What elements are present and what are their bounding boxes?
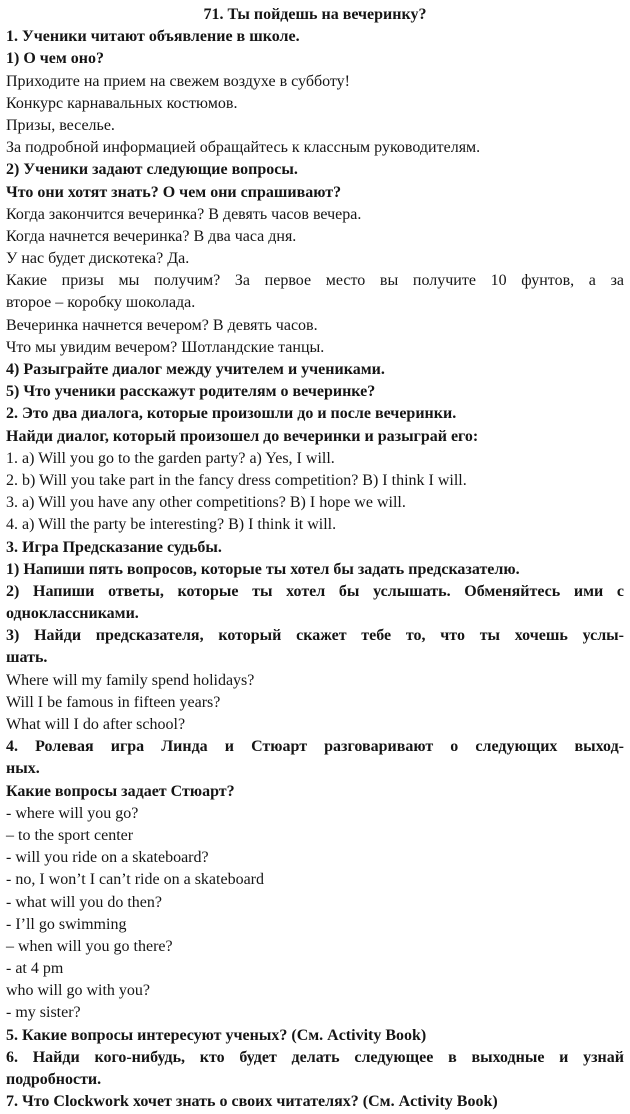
text-line: 4) Разыграйте диалог между учителем и учениками.: [6, 361, 385, 378]
text-line: 2. Это два диалога, которые произошли до и после вечеринки.: [6, 405, 457, 423]
text-line: 1) О чем оно?: [6, 50, 105, 68]
text-line: 6. Найди кого-нибудь, кто будет делать следующее в выходные и узнай: [6, 1048, 624, 1066]
document-page: [6, 4, 624, 1113]
document-title: 71. Ты пойдешь на вечеринку?: [203, 6, 427, 23]
text-line: - my sister?: [6, 1004, 81, 1022]
text-line: - at 4 pm: [6, 960, 64, 978]
text-line: 3. a) Will you have any other competitions? B) I hope we will.: [6, 494, 406, 512]
text-line: 5. Какие вопросы интересуют ученых? (См. Activity Book): [6, 1026, 427, 1044]
text-line: одноклассниками.: [6, 605, 139, 623]
text-line: шать.: [6, 649, 48, 667]
text-line: ных.: [6, 760, 40, 778]
text-line: 4. a) Will the party be interesting? B) I think it will.: [6, 516, 337, 534]
text-line: 2) Напиши ответы, которые ты хотел бы услышать. Обменяйтесь ими с: [6, 582, 624, 600]
text-line: - what will you do then?: [6, 893, 162, 911]
text-line: - where will you go?: [6, 804, 139, 822]
text-line: 1. a) Will you go to the garden party? a) Yes, I will.: [6, 449, 335, 467]
text-line: Призы, веселье.: [6, 116, 115, 134]
text-line: Когда начнется вечеринка? В два часа дня.: [6, 227, 297, 245]
text-line: Приходите на прием на свежем воздухе в субботу!: [6, 72, 350, 90]
text-line: - I’ll go swimming: [6, 915, 127, 933]
text-line: Какие вопросы задает Стюарт?: [6, 782, 235, 800]
text-line: – when will you go there?: [6, 937, 173, 955]
text-line: Что они хотят знать? О чем они спрашивают?: [6, 183, 342, 201]
text-line: 2) Ученики задают следующие вопросы.: [6, 161, 298, 179]
text-line: - will you ride on a skateboard?: [6, 849, 209, 867]
text-line: Найди диалог, который произошел до вечеринки и разыграй его:: [6, 427, 479, 445]
text-line: 4. Ролевая игра Линда и Стюарт разговаривают о следующих выход-: [6, 738, 624, 756]
text-line: Конкурс карнавальных костюмов.: [6, 94, 238, 112]
text-line: Will I be famous in fifteen years?: [6, 693, 221, 711]
text-line: 3. Игра Предсказание судьбы.: [6, 538, 222, 556]
text-line: who will go with you?: [6, 982, 150, 1000]
text-line: Что мы увидим вечером? Шотландские танцы.: [6, 338, 325, 356]
text-line: Когда закончится вечеринка? В девять часов вечера.: [6, 205, 362, 223]
text-line: 7. Что Clockwork хочет знать о своих читателях? (См. Activity Book): [6, 1093, 498, 1111]
text-line: What will I do after school?: [6, 716, 186, 733]
text-line: Вечеринка начнется вечером? В девять часов.: [6, 316, 318, 334]
text-line: 5) Что ученики расскажут родителям о вечеринке?: [6, 383, 376, 401]
text-line: 1. Ученики читают объявление в школе.: [6, 28, 300, 46]
text-line: второе – коробку шоколада.: [6, 294, 196, 312]
text-line: У нас будет дискотека? Да.: [6, 250, 190, 268]
text-line: Какие призы мы получим? За первое место вы получите 10 фунтов, а за: [6, 272, 624, 290]
text-line: подробности.: [6, 1071, 102, 1088]
text-line: Where will my family spend holidays?: [6, 671, 255, 689]
text-line: За подробной информацией обращайтесь к классным руководителям.: [6, 139, 481, 157]
text-line: 2. b) Will you take part in the fancy dress competition? B) I think I will.: [6, 471, 467, 489]
document-body: [6, 26, 624, 1113]
text-line: 1) Напиши пять вопросов, которые ты хотел бы задать предсказателю.: [6, 560, 520, 578]
text-line: 3) Найди предсказателя, который скажет тебе то, что ты хочешь услы-: [6, 627, 624, 645]
text-line: – to the sport center: [6, 826, 134, 844]
text-line: - no, I won’t I can’t ride on a skateboard: [6, 871, 264, 889]
